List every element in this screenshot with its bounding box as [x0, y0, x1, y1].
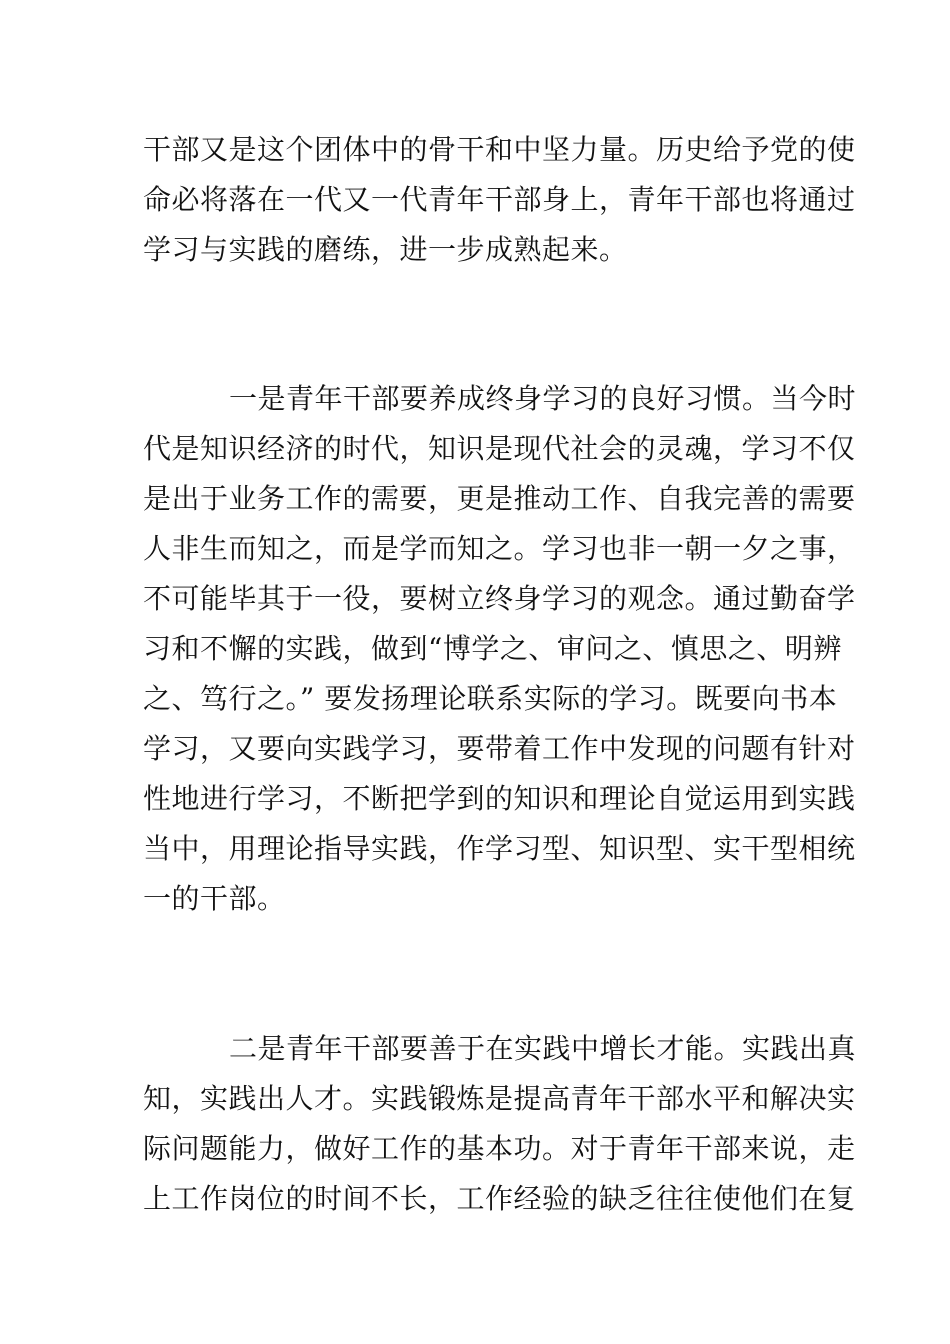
paragraph-line: 知，实践出人才。实践锻炼是提高青年干部水平和解决实	[143, 1082, 856, 1115]
paragraph-line: 习和不懈的实践，做到“博学之、审问之、慎思之、明辨	[143, 632, 842, 665]
paragraph-line: 人非生而知之，而是学而知之。学习也非一朝一夕之事，	[143, 532, 856, 565]
paragraph-line: 代是知识经济的时代，知识是现代社会的灵魂，学习不仅	[143, 432, 856, 465]
paragraph-line: 干部又是这个团体中的骨干和中坚力量。历史给予党的使	[143, 133, 856, 166]
paragraph-line: 学习与实践的磨练，进一步成熟起来。	[143, 233, 628, 266]
paragraph-line: 性地进行学习，不断把学到的知识和理论自觉运用到实践	[143, 782, 856, 815]
paragraph-line: 上工作岗位的时间不长，工作经验的缺乏往往使他们在复	[143, 1182, 856, 1215]
paragraph-line: 不可能毕其于一役，要树立终身学习的观念。通过勤奋学	[143, 582, 856, 615]
paragraph-2	[143, 374, 857, 924]
paragraph-1	[143, 125, 856, 275]
paragraph-line: 命必将落在一代又一代青年干部身上，青年干部也将通过	[143, 183, 856, 216]
paragraph-line: 之、笃行之。” 要发扬理论联系实际的学习。既要向书本	[143, 682, 838, 715]
paragraph-line: 学习，又要向实践学习，要带着工作中发现的问题有针对	[143, 732, 856, 765]
paragraph-3	[143, 1024, 857, 1224]
paragraph-line: 际问题能力，做好工作的基本功。对于青年干部来说，走	[143, 1132, 856, 1165]
paragraph-line: 是出于业务工作的需要，更是推动工作、自我完善的需要	[143, 482, 856, 515]
paragraph-line: 一的干部。	[143, 882, 286, 915]
paragraph-line: 二是青年干部要善于在实践中增长才能。实践出真	[229, 1032, 857, 1065]
paragraph-line: 当中，用理论指导实践，作学习型、知识型、实干型相统	[143, 832, 856, 865]
paragraph-line: 一是青年干部要养成终身学习的良好习惯。当今时	[229, 382, 857, 415]
